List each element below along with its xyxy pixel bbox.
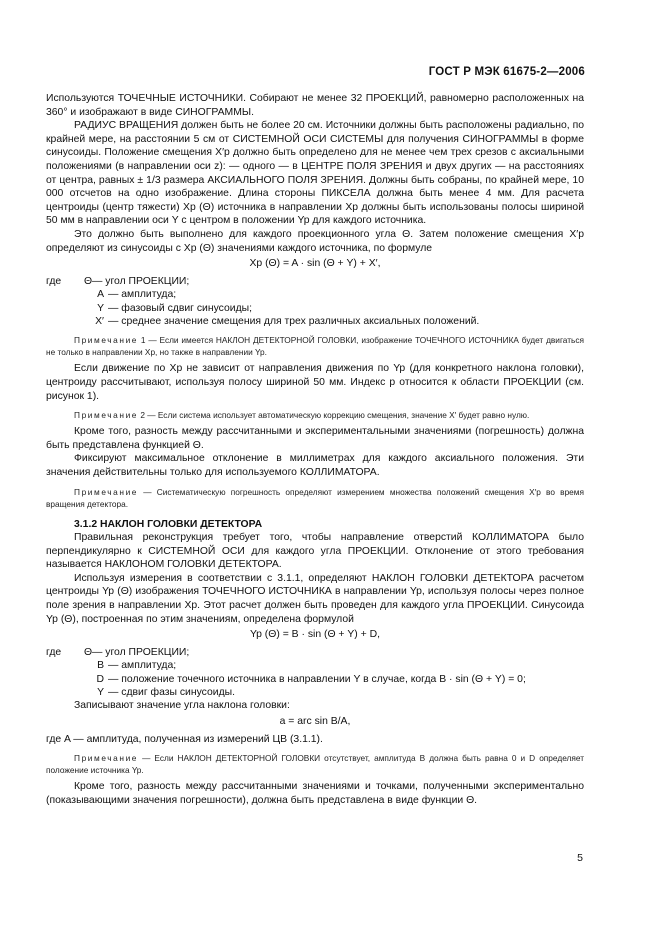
- paragraph-projection-angle: Это должно быть выполнено для каждого проекционного угла Θ. Затем положение смещения X′p определяют из синусоиды с Xp (Θ) значениями каждого источника, по формуле: [46, 228, 584, 254]
- legend-formula-1: [46, 275, 584, 329]
- paragraph-error-function: Кроме того, разность между рассчитанными и экспериментальными значениями (погрешность) должна быть представлена функцией Θ.: [46, 426, 584, 451]
- legend-desc: — амплитуда;: [108, 289, 177, 301]
- legend-formula-2: [46, 646, 584, 700]
- legend-row: [46, 302, 584, 315]
- page-number: 5: [577, 852, 583, 864]
- formula-angle: a = arc sin B/A,: [279, 716, 351, 728]
- legend-row: [46, 686, 584, 699]
- legend-row: [46, 673, 584, 686]
- note-4: [46, 752, 584, 776]
- note-2: [46, 409, 584, 421]
- legend-desc: — положение точечного источника в направлении Y в случае, когда B · sin (Θ + Y) = 0;: [108, 673, 526, 685]
- legend-symbol: D: [96, 673, 104, 685]
- legend-symbol: Y: [97, 687, 104, 699]
- legend-symbol: A: [97, 289, 104, 301]
- paragraph-record-angle: Записывают значение угла наклона головки:: [74, 700, 290, 712]
- formula-xp: Xp (Θ) = A · sin (Θ + Y) + X′,: [249, 258, 381, 270]
- note-label: Примечание: [74, 335, 139, 346]
- legend-row: [46, 275, 584, 288]
- note-3: [46, 486, 584, 510]
- note-label: Примечание: [74, 753, 139, 764]
- note-text: — Если НАКЛОН ДЕТЕКТОРНОЙ ГОЛОВКИ отсутствует, амплитуда B должна быть равна 0 и D определяет положение источника Yp.: [46, 753, 584, 776]
- note-1: [46, 334, 584, 358]
- legend-desc: — среднее значение смещения для трех различных аксиальных положений.: [108, 315, 480, 327]
- paragraph-max-deviation: Фиксируют максимальное отклонение в миллиметрах для каждого аксиального положения. Эти значения действительны только для используемого КОЛЛИМАТОРА.: [46, 453, 584, 478]
- paragraph-measurements: Используя измерения в соответствии с 3.1.1, определяют НАКЛОН ГОЛОВКИ ДЕТЕКТОРА расчетом центроиды Yp (Θ) изображения ТОЧЕЧНОГО ИСТОЧНИКА в направлении Yp, используя полосы через полное поле зрения в направлении Xp. Этот расчет должен быть проведен для каждого угла ПРОЕКЦИИ. Синусоида Yp (Θ), построенная по этим значениям, определена формулой: [46, 572, 584, 625]
- legend-symbol: Θ: [84, 275, 93, 287]
- page-content: [46, 92, 584, 807]
- paragraph-centroid: Если движение по Xp не зависит от направления движения по Yp (для конкретного наклона головки), центроиду рассчитывают, используя полосу шириной 50 мм. Индекс p относится к области ПРОЕКЦИИ (см. рисунок 1).: [46, 363, 584, 402]
- legend-row: [46, 659, 584, 672]
- legend-row: [46, 315, 584, 328]
- note-text: 1 — Если имеется НАКЛОН ДЕТЕКТОРНОЙ ГОЛОВКИ, изображение ТОЧЕЧНОГО ИСТОЧНИКА будет двигаться не только в направлении Xp, но также в направлении Yp.: [46, 335, 584, 358]
- paragraph-amplitude: где A — амплитуда, полученная из измерений ЦВ (3.1.1).: [46, 733, 323, 745]
- legend-symbol: Y: [97, 302, 104, 314]
- legend-desc: — сдвиг фазы синусоиды.: [108, 687, 235, 699]
- legend-desc: — угол ПРОЕКЦИИ;: [92, 275, 190, 287]
- legend-desc: — амплитуда;: [108, 660, 177, 672]
- legend-symbol: Θ: [84, 646, 93, 658]
- note-label: Примечание: [74, 486, 139, 497]
- legend-symbol: X′: [95, 315, 104, 327]
- standard-header: ГОСТ Р МЭК 61675-2—2006: [428, 66, 585, 78]
- legend-symbol: B: [97, 660, 104, 672]
- legend-where-label: где: [46, 275, 62, 287]
- note-label: Примечание: [74, 410, 139, 421]
- legend-where-label: где: [46, 646, 62, 658]
- note-text: 2 — Если система использует автоматическую коррекцию смещения, значение X′ будет равно нулю.: [138, 410, 530, 421]
- paragraph-final-error: Кроме того, разность между рассчитанными значениями и точками, полученными экспериментально (показывающими значения погрешности), должна быть представлена в виде функции Θ.: [46, 781, 584, 806]
- note-text: — Систематическую погрешность определяют измерением множества положений смещения X′p во время вращения детектора.: [46, 486, 584, 509]
- legend-row: [46, 646, 584, 659]
- paragraph-rotation-radius: РАДИУС ВРАЩЕНИЯ должен быть не более 20 см. Источники должны быть расположены радиально, по крайней мере, на расстоянии 5 см от СИСТЕМНОЙ ОСИ СИСТЕМЫ для получения СИНОГРАММЫ в форме синусоиды. Положение смещения X′p должно быть определено для не менее чем трех срезов с аксиальными положениями (в направлении оси z): — одного — в ЦЕНТРЕ ПОЛЯ ЗРЕНИЯ и двух других — на расстояниях от центра, равных ± 1/3 размера АКСИАЛЬНОГО ПОЛЯ ЗРЕНИЯ. Должны быть собраны, по крайней мере, 10 000 отсчетов на одно изображение. Длина стороны ПИКСЕЛА должна быть менее 4 мм. Для расчета центроиды (центр тяжести) Xp (Θ) источника в направлении Xp должны быть использованы полосы шириной 50 мм в направлении оси Y с центром в положении Yp для каждого источника.: [46, 120, 584, 227]
- section-heading-3-1-2: 3.1.2 НАКЛОН ГОЛОВКИ ДЕТЕКТОРА: [74, 518, 263, 530]
- legend-desc: — угол ПРОЕКЦИИ;: [92, 646, 190, 658]
- formula-yp: Yp (Θ) = B · sin (Θ + Y) + D,: [249, 629, 380, 641]
- legend-row: [46, 288, 584, 301]
- paragraph-point-sources: Используются ТОЧЕЧНЫЕ ИСТОЧНИКИ. Собирают не менее 32 ПРОЕКЦИЙ, равномерно расположенных на 360° и изображают в виде СИНОГРАММЫ.: [46, 93, 584, 118]
- paragraph-reconstruction: Правильная реконструкция требует того, чтобы направление отверстий КОЛЛИМАТОРА было перпендикулярно к СИСТЕМНОЙ ОСИ для каждого угла ПРОЕКЦИИ. Отклонение от этого требования называется НАКЛОНОМ ГОЛОВКИ ДЕТЕКТОРА.: [46, 532, 584, 571]
- legend-desc: — фазовый сдвиг синусоиды;: [108, 302, 252, 314]
